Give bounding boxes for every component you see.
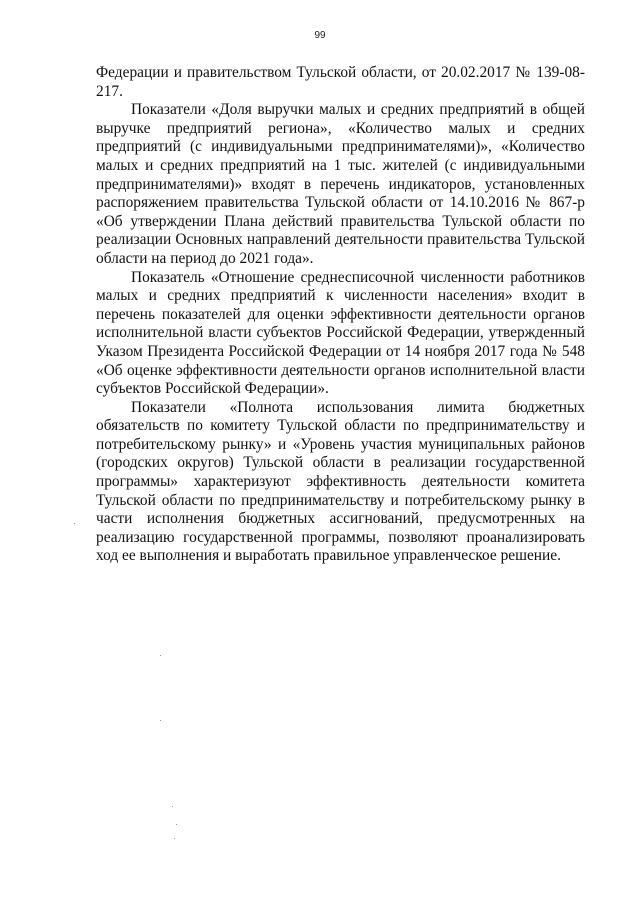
scan-speck xyxy=(176,824,177,825)
scan-speck xyxy=(160,655,161,656)
document-body xyxy=(96,64,585,566)
scan-speck xyxy=(160,720,161,721)
paragraph-employment-ratio: Показатель «Отношение среднесписочной численности работников малых и средних предприятий к численности населения» входит в перечень показателей для оценки эффективности деятельности органов исполнительной власти субъектов Российской Федерации, утвержденный Указом Президента Российской Федерации от 14 ноября 2017 года № 548 «Об оценке эффективности деятельности органов исполнительной власти субъектов Российской Федерации». xyxy=(96,268,585,398)
paragraph-sme-indicators: Показатели «Доля выручки малых и средних предприятий в общей выручке предприятий региона», «Количество малых и средних предприятий (с индивидуальными предпринимателями)», «Количество малых и средних предприятий на 1 тыс. жителей (с индивидуальными предпринимателями)» входят в перечень индикаторов, установленных распоряжением правительства Тульской области от 14.10.2016 № 867-р «Об утверждении Плана действий правительства Тульской области по реализации Основных направлений деятельности правительства Тульской области на период до 2021 года». xyxy=(96,101,585,267)
scan-speck xyxy=(174,838,175,839)
scan-speck xyxy=(172,806,173,807)
page-number: 99 xyxy=(314,30,326,41)
paragraph-budget-indicators: Показатели «Полнота использования лимита бюджетных обязательств по комитету Тульской области по предпринимательству и потребительскому рынку» и «Уровень участия муниципальных районов (городских округов) Тульской области в реализации государственной программы» характеризуют эффективность деятельности комитета Тульской области по предпринимательству и потребительскому рынку в части исполнения бюджетных ассигнований, предусмотренных на реализацию государственной программы, позволяют проанализировать ход ее выполнения и выработать правильное управленческое решение. xyxy=(96,398,585,565)
scan-speck xyxy=(74,523,75,524)
paragraph-continuation: Федерации и правительством Тульской области, от 20.02.2017 № 139-08-217. xyxy=(96,64,585,100)
